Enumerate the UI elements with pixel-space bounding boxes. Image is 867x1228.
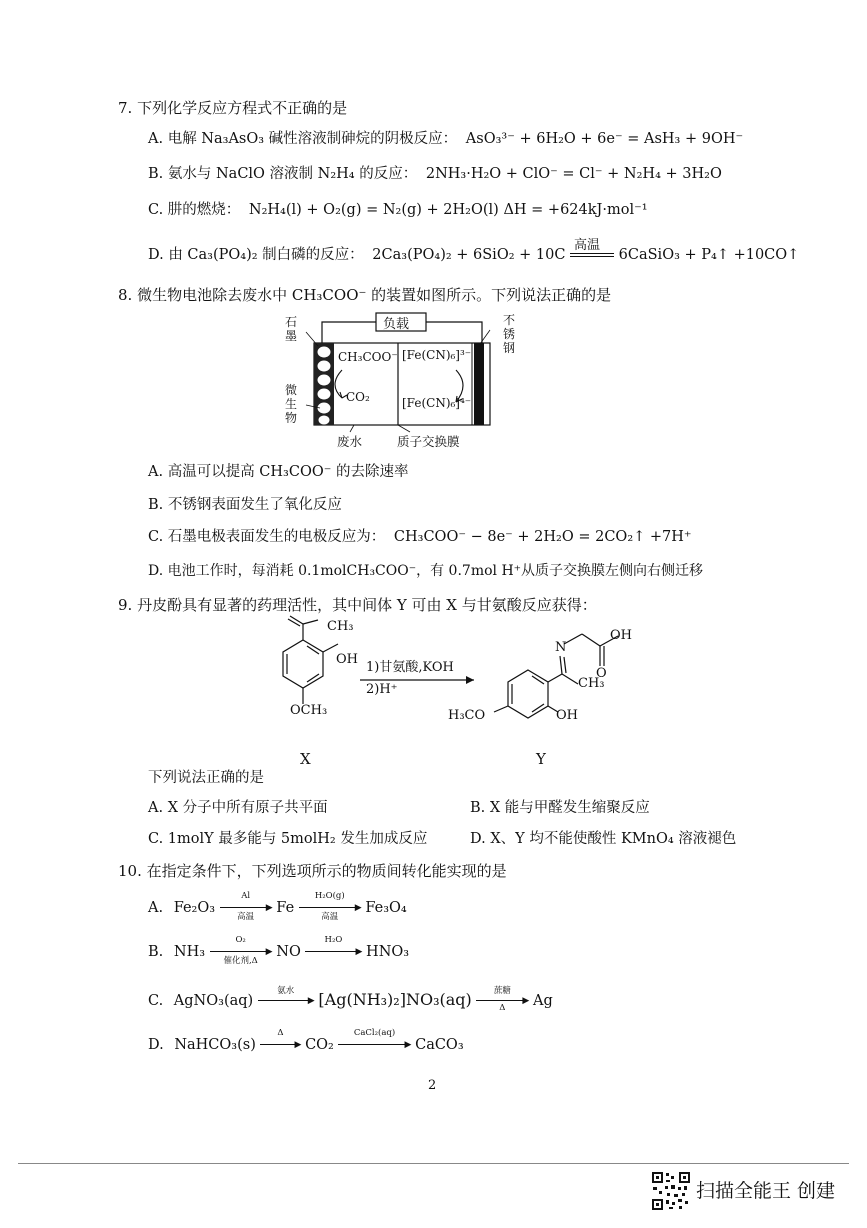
q10-a-s2: Fe xyxy=(276,900,295,916)
q10-a-s1: Fe₂O₃ xyxy=(173,900,216,916)
q9-option-b: B. X 能与甲醛发生缩聚反应 xyxy=(470,800,650,816)
q7-option-d xyxy=(148,238,800,264)
diagram-graphite-label: 石墨 xyxy=(285,315,298,343)
q10-b-c1-top: O₂ xyxy=(235,935,246,945)
q10-b-s3: HNO₃ xyxy=(366,944,410,960)
q10-d-s2: CO₂ xyxy=(305,1037,334,1053)
diagram-fe4-label: [Fe(CN)₆]⁴⁻ xyxy=(402,396,472,410)
reagent-2: 2)H⁺ xyxy=(366,682,398,697)
footer-divider xyxy=(18,1163,849,1164)
q8-option-c xyxy=(148,525,692,546)
q10-a-label: A. xyxy=(148,900,164,916)
diagram-fe3-label: [Fe(CN)₆]³⁻ xyxy=(402,348,472,362)
x-ch3-label: CH₃ xyxy=(327,619,354,634)
q8-option-b: B. 不锈钢表面发生了氧化反应 xyxy=(148,497,342,513)
q10-a-c2-bot: 高温 xyxy=(321,912,339,922)
y-oh-top-label: OH xyxy=(610,628,632,643)
x-oh-label: OH xyxy=(336,652,358,667)
q10-a-c1-bot: 高温 xyxy=(237,912,255,922)
page-number: 2 xyxy=(428,1078,437,1093)
q7-d-condition-arrow xyxy=(570,238,614,262)
diagram-membrane-label: 质子交换膜 xyxy=(397,434,460,449)
q10-c-c1-top: 氨水 xyxy=(277,986,295,996)
q10-a-s3: Fe₃O₄ xyxy=(365,900,407,916)
q10-a-c2-top: H₂O(g) xyxy=(314,891,345,901)
diagram-waste-label: 废水 xyxy=(337,434,363,449)
q7-b-equation: 2NH₃·H₂O + ClO⁻ = Cl⁻ + N₂H₄ + 3H₂O xyxy=(425,166,722,182)
q10-option-c: C. AgNO₃(aq) 氨水 ▶ [Ag(NH₃)₂]NO₃(aq) 蔗糖 ▶ Δ Ag xyxy=(148,986,553,1013)
q7-option-a xyxy=(148,127,743,148)
q9-sub-stem: 下列说法正确的是 xyxy=(148,770,264,786)
q10-d-c1-top: Δ xyxy=(277,1028,284,1038)
y-oh-label: OH xyxy=(556,708,578,723)
y-h3co-label: H₃CO xyxy=(448,708,486,723)
q7-option-c xyxy=(148,198,648,219)
q7-d-condition: 高温 xyxy=(574,238,601,253)
diagram-ch3coo-label: CH₃COO⁻ xyxy=(338,350,398,364)
q10-b-c2-top: H₂O xyxy=(324,935,343,945)
q8-c-equation: CH₃COO⁻ − 8e⁻ + 2H₂O = 2CO₂↑ +7H⁺ xyxy=(393,529,692,545)
q10-b-s2: NO xyxy=(276,944,301,960)
q9-option-a: A. X 分子中所有原子共平面 xyxy=(148,800,328,816)
q8-option-d: D. 电池工作时，每消耗 0.1molCH₃COO⁻，有 0.7mol H⁺从质子交换膜左侧向右侧迁移 xyxy=(148,563,704,579)
q10-a-c1-top: Al xyxy=(241,891,251,901)
q10-c-c2-top: 蔗糖 xyxy=(493,986,511,996)
q10-option-d: D. NaHCO₃(s) Δ ▶ CO₂ CaCl₂(aq) ▶ CaCO₃ xyxy=(148,1028,464,1053)
q10-d-s1: NaHCO₃(s) xyxy=(174,1037,256,1053)
y-o-label: O xyxy=(596,666,607,681)
q8-stem: 8. 微生物电池除去废水中 CH₃COO⁻ 的装置如图所示。下列说法正确的是 xyxy=(118,286,612,304)
qr-code-icon xyxy=(651,1171,691,1211)
q10-option-b: B. NH₃ O₂ ▶ 催化剂,Δ NO H₂O ▶ HNO₃ xyxy=(148,935,410,966)
q7-d-eq-right: 6CaSiO₃ + P₄↑ +10CO↑ xyxy=(618,247,800,263)
reagent-1: 1)甘氨酸,KOH xyxy=(366,660,454,675)
q7-d-prefix: D. 由 Ca₃(PO₄)₂ 制白磷的反应： xyxy=(148,247,364,263)
q10-c-s2: [Ag(NH₃)₂]NO₃(aq) xyxy=(318,990,472,1009)
q10-c-s1: AgNO₃(aq) xyxy=(173,993,254,1009)
y-label: Y xyxy=(536,750,546,768)
q10-b-label: B. xyxy=(148,944,164,960)
steel-electrode xyxy=(474,343,484,425)
diagram-microbe-label: 微生物 xyxy=(285,383,298,425)
q10-option-a: A. Fe₂O₃ Al ▶ 高温 Fe H₂O(g) ▶ 高温 Fe₃O₄ xyxy=(148,891,407,922)
q10-d-c2-top: CaCl₂(aq) xyxy=(353,1028,396,1038)
q10-d-s3: CaCO₃ xyxy=(415,1037,464,1053)
q10-c-c2-bot: Δ xyxy=(499,1003,506,1013)
q7-a-prefix: A. 电解 Na₃AsO₃ 碱性溶液制砷烷的阴极反应： xyxy=(148,131,458,147)
x-label: X xyxy=(300,750,311,768)
y-ch3-label: CH₃ xyxy=(578,676,605,691)
q8-option-a: A. 高温可以提高 CH₃COO⁻ 的去除速率 xyxy=(148,464,409,480)
q7-c-equation: N₂H₄(l) + O₂(g) = N₂(g) + 2H₂O(l) ΔH = +624kJ·mol⁻¹ xyxy=(248,202,648,218)
diagram-load-label: 负载 xyxy=(383,317,410,332)
q9-option-c: C. 1molY 最多能与 5molH₂ 发生加成反应 xyxy=(148,831,428,847)
q7-d-eq-left: 2Ca₃(PO₄)₂ + 6SiO₂ + 10C xyxy=(372,247,566,263)
q10-stem: 10. 在指定条件下，下列选项所示的物质间转化能实现的是 xyxy=(118,862,507,880)
q10-d-label: D. xyxy=(148,1037,164,1053)
q7-c-prefix: C. 肼的燃烧： xyxy=(148,202,241,218)
q7-a-equation: AsO₃³⁻ + 6H₂O + 6e⁻ = AsH₃ + 9OH⁻ xyxy=(465,131,744,147)
q7-b-prefix: B. 氨水与 NaClO 溶液制 N₂H₄ 的反应： xyxy=(148,166,418,182)
q10-b-c1-bot: 催化剂,Δ xyxy=(223,956,258,966)
q10-c-s3: Ag xyxy=(532,993,553,1009)
q10-c-label: C. xyxy=(148,993,164,1009)
scanner-brand-text: 扫描全能王 创建 xyxy=(696,1180,836,1202)
q9-option-d: D. X、Y 均不能使酸性 KMnO₄ 溶液褪色 xyxy=(470,831,737,847)
q8-c-prefix: C. 石墨电极表面发生的电极反应为： xyxy=(148,529,386,545)
q10-b-s1: NH₃ xyxy=(173,944,206,960)
y-n-label: N xyxy=(555,640,567,655)
q7-option-b xyxy=(148,162,722,183)
q9-stem: 9. 丹皮酚具有显著的药理活性，其中间体 Y 可由 X 与甘氨酸反应获得： xyxy=(118,596,597,614)
q7-stem: 7. 下列化学反应方程式不正确的是 xyxy=(118,99,348,117)
x-och3-label: OCH₃ xyxy=(290,703,328,718)
diagram-co2-label: CO₂ xyxy=(346,390,370,404)
diagram-steel-label: 不锈钢 xyxy=(503,313,516,355)
